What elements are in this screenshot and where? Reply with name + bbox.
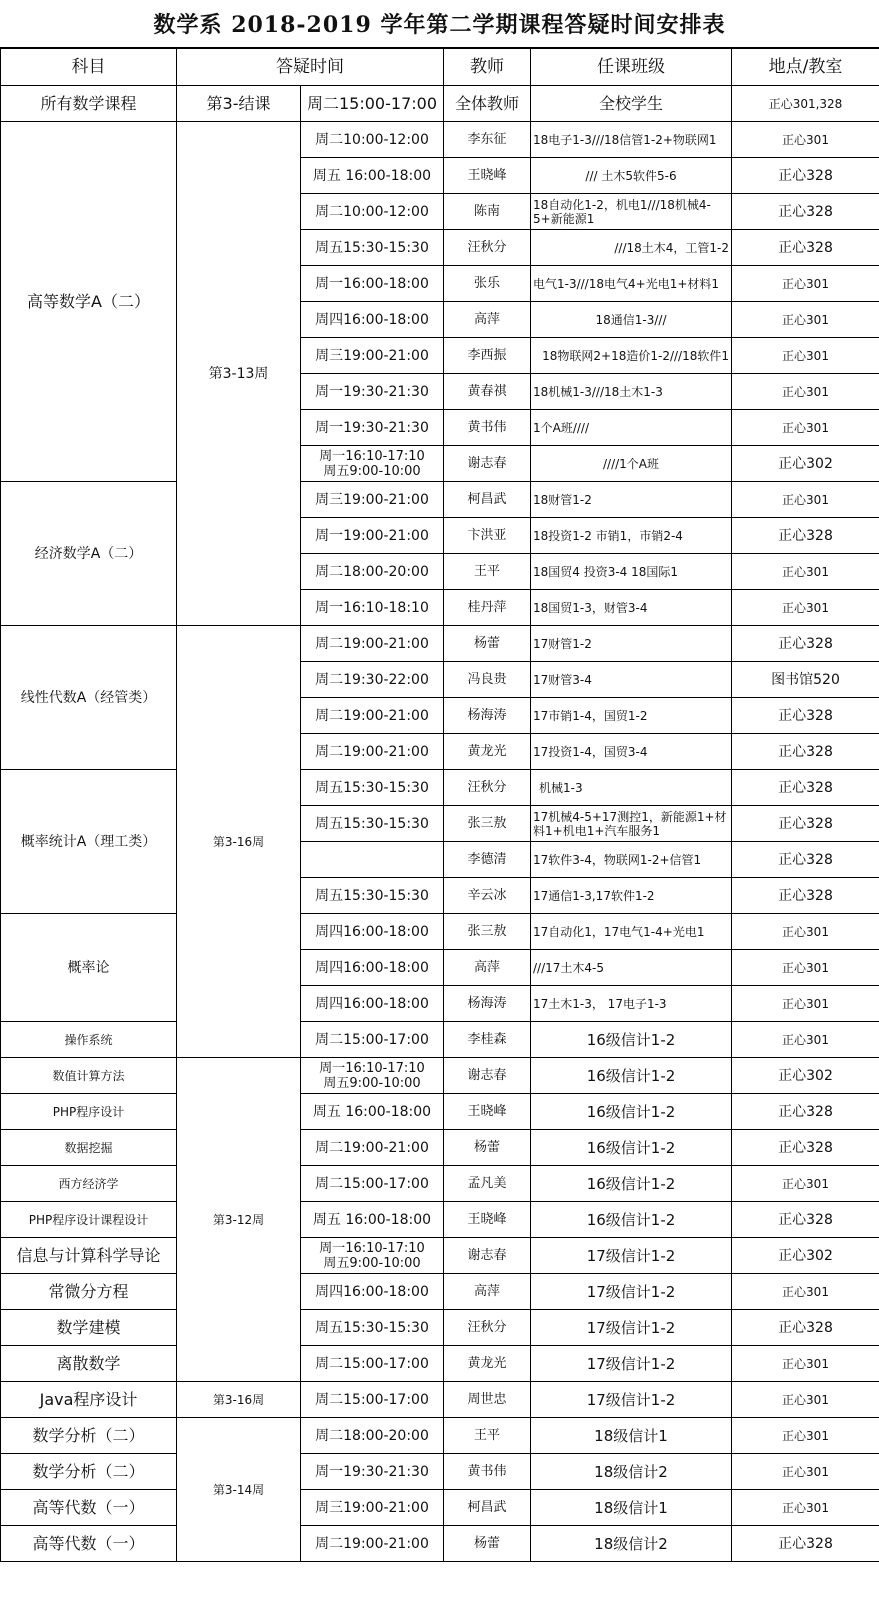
teacher-cell: 杨蕾 [444,626,531,662]
time-cell: 周四16:00-18:00 [301,1274,444,1310]
subject-cell: 常微分方程 [1,1274,177,1310]
table-row [1,1202,879,1238]
teacher-cell: 杨蕾 [444,1130,531,1166]
teacher-cell: 李桂森 [444,1022,531,1058]
schedule-table [0,48,879,1562]
weeks-cell: 第3-16周 [177,626,301,1058]
teacher-cell: 高萍 [444,1274,531,1310]
teacher-cell: 黄龙光 [444,1346,531,1382]
teacher-cell: 汪秋分 [444,770,531,806]
subject-cell: 高等代数（一） [1,1490,177,1526]
classes-cell: 17市销1-4，国贸1-2 [531,698,732,734]
subject-cell: PHP程序设计课程设计 [1,1202,177,1238]
teacher-cell: 李德清 [444,842,531,878]
room-cell: 正心301 [732,374,879,410]
teacher-cell: 黄龙光 [444,734,531,770]
classes-cell: /// 土木5软件5-6 [531,158,732,194]
table-row [1,482,879,518]
subject-cell: 线性代数A（经管类） [1,626,177,770]
room-cell: 正心328 [732,698,879,734]
teacher-cell: 柯昌武 [444,1490,531,1526]
classes-cell: 机械1-3 [531,770,732,806]
subject-cell: 概率统计A（理工类） [1,770,177,914]
classes-cell: 17土木1-3， 17电子1-3 [531,986,732,1022]
room-cell: 正心301 [732,1166,879,1202]
teacher-cell: 卞洪亚 [444,518,531,554]
time-cell: 周二15:00-17:00 [301,86,444,122]
room-cell: 正心301 [732,1022,879,1058]
time-cell: 周二10:00-12:00 [301,194,444,230]
classes-cell: 18电子1-3///18信管1-2+物联网1 [531,122,732,158]
classes-cell: 17级信计1-2 [531,1238,732,1274]
time-cell: 周三19:00-21:00 [301,338,444,374]
room-cell: 正心328 [732,518,879,554]
room-cell: 正心328 [732,734,879,770]
table-row [1,1058,879,1094]
time-cell: 周三19:00-21:00 [301,482,444,518]
table-row [1,1526,879,1562]
subject-cell: 数值计算方法 [1,1058,177,1094]
table-row [1,1130,879,1166]
teacher-cell: 全体教师 [444,86,531,122]
classes-cell: 17投资1-4，国贸3-4 [531,734,732,770]
table-row [1,770,879,806]
classes-cell: 17级信计1-2 [531,1346,732,1382]
time-cell: 周一19:00-21:00 [301,518,444,554]
classes-cell: 17级信计1-2 [531,1382,732,1418]
subject-cell: 概率论 [1,914,177,1022]
room-cell: 正心301,328 [732,86,879,122]
time-cell: 周一19:30-21:30 [301,410,444,446]
teacher-cell: 谢志春 [444,1058,531,1094]
time-cell [301,842,444,878]
room-cell: 正心328 [732,806,879,842]
subject-cell: 离散数学 [1,1346,177,1382]
classes-cell: 18投资1-2 市销1，市销2-4 [531,518,732,554]
time-cell: 周二15:00-17:00 [301,1166,444,1202]
time-cell: 周四16:00-18:00 [301,950,444,986]
header-subject: 科目 [1,49,177,86]
table-row [1,1094,879,1130]
teacher-cell: 柯昌武 [444,482,531,518]
classes-cell: 16级信计1-2 [531,1022,732,1058]
classes-cell: 电气1-3///18电气4+光电1+材料1 [531,266,732,302]
header-room: 地点/教室 [732,49,879,86]
room-cell: 正心328 [732,230,879,266]
table-row [1,1346,879,1382]
subject-cell: 高等代数（一） [1,1526,177,1562]
table-row [1,1490,879,1526]
classes-cell: 18机械1-3///18土木1-3 [531,374,732,410]
table-row [1,626,879,662]
classes-cell: 16级信计1-2 [531,1202,732,1238]
time-cell: 周四16:00-18:00 [301,914,444,950]
table-row [1,122,879,158]
teacher-cell: 李西振 [444,338,531,374]
time-cell: 周五15:30-15:30 [301,1310,444,1346]
classes-cell: 1个A班//// [531,410,732,446]
time-cell: 周五15:30-15:30 [301,806,444,842]
classes-cell: 16级信计1-2 [531,1166,732,1202]
time-cell: 周二19:00-21:00 [301,734,444,770]
teacher-cell: 冯良贵 [444,662,531,698]
time-cell: 周一16:10-17:10 周五9:00-10:00 [301,446,444,482]
room-cell: 正心301 [732,482,879,518]
time-cell: 周一16:10-17:10 周五9:00-10:00 [301,1238,444,1274]
subject-cell: 西方经济学 [1,1166,177,1202]
classes-cell: 17机械4-5+17测控1，新能源1+材料1+机电1+汽车服务1 [531,806,732,842]
classes-cell: 18级信计1 [531,1418,732,1454]
classes-cell: 18级信计1 [531,1490,732,1526]
room-cell: 正心301 [732,1346,879,1382]
subject-cell: 所有数学课程 [1,86,177,122]
room-cell: 正心328 [732,1094,879,1130]
weeks-cell: 第3-16周 [177,1382,301,1418]
subject-cell: 数学分析（二） [1,1454,177,1490]
room-cell: 正心328 [732,194,879,230]
classes-cell: 全校学生 [531,86,732,122]
time-cell: 周五15:30-15:30 [301,878,444,914]
room-cell: 正心301 [732,1418,879,1454]
header-classes: 任课班级 [531,49,732,86]
teacher-cell: 张三敖 [444,806,531,842]
time-cell: 周五15:30-15:30 [301,230,444,266]
teacher-cell: 王平 [444,1418,531,1454]
room-cell: 正心301 [732,986,879,1022]
time-cell: 周二19:30-22:00 [301,662,444,698]
weeks-cell: 第3-结课 [177,86,301,122]
time-cell: 周三19:00-21:00 [301,1490,444,1526]
table-row [1,1418,879,1454]
time-cell: 周一16:10-17:10 周五9:00-10:00 [301,1058,444,1094]
room-cell: 正心301 [732,554,879,590]
weeks-cell: 第3-13周 [177,122,301,626]
time-cell: 周四16:00-18:00 [301,986,444,1022]
room-cell: 正心301 [732,122,879,158]
teacher-cell: 黄书伟 [444,1454,531,1490]
classes-cell: 17级信计1-2 [531,1274,732,1310]
classes-cell: 18国贸4 投资3-4 18国际1 [531,554,732,590]
classes-cell: 16级信计1-2 [531,1130,732,1166]
teacher-cell: 李东征 [444,122,531,158]
room-cell: 正心301 [732,1454,879,1490]
room-cell: 正心328 [732,626,879,662]
classes-cell: 16级信计1-2 [531,1094,732,1130]
header-time: 答疑时间 [177,49,444,86]
header-teacher: 教师 [444,49,531,86]
teacher-cell: 汪秋分 [444,1310,531,1346]
table-row [1,1382,879,1418]
classes-cell: 18国贸1-3，财管3-4 [531,590,732,626]
weeks-cell: 第3-12周 [177,1058,301,1382]
time-cell: 周一19:30-21:30 [301,374,444,410]
classes-cell: 17软件3-4，物联网1-2+信管1 [531,842,732,878]
subject-cell: 数学建模 [1,1310,177,1346]
page-title: 数学系 2018-2019 学年第二学期课程答疑时间安排表 [0,0,879,48]
teacher-cell: 孟凡美 [444,1166,531,1202]
teacher-cell: 汪秋分 [444,230,531,266]
classes-cell: 18财管1-2 [531,482,732,518]
room-cell: 正心302 [732,446,879,482]
teacher-cell: 杨海涛 [444,698,531,734]
classes-cell: 17级信计1-2 [531,1310,732,1346]
time-cell: 周二15:00-17:00 [301,1022,444,1058]
subject-cell: 数学分析（二） [1,1418,177,1454]
time-cell: 周五 16:00-18:00 [301,1094,444,1130]
teacher-cell: 黄书伟 [444,410,531,446]
teacher-cell: 王晓峰 [444,1202,531,1238]
time-cell: 周二15:00-17:00 [301,1346,444,1382]
time-cell: 周二19:00-21:00 [301,1526,444,1562]
time-cell: 周二18:00-20:00 [301,554,444,590]
room-cell: 正心301 [732,1274,879,1310]
teacher-cell: 高萍 [444,950,531,986]
classes-cell: 16级信计1-2 [531,1058,732,1094]
time-cell: 周一19:30-21:30 [301,1454,444,1490]
room-cell: 正心302 [732,1058,879,1094]
classes-cell: 17通信1-3,17软件1-2 [531,878,732,914]
subject-cell: Java程序设计 [1,1382,177,1418]
table-row [1,1454,879,1490]
classes-cell: 18级信计2 [531,1454,732,1490]
room-cell: 正心301 [732,1382,879,1418]
teacher-cell: 张乐 [444,266,531,302]
teacher-cell: 黄春祺 [444,374,531,410]
time-cell: 周二19:00-21:00 [301,626,444,662]
subject-cell: 数据挖掘 [1,1130,177,1166]
teacher-cell: 陈南 [444,194,531,230]
table-row [1,1238,879,1274]
room-cell: 图书馆520 [732,662,879,698]
classes-cell: 17自动化1，17电气1-4+光电1 [531,914,732,950]
room-cell: 正心302 [732,1238,879,1274]
room-cell: 正心301 [732,266,879,302]
teacher-cell: 王平 [444,554,531,590]
classes-cell: ///18土木4，工管1-2 [531,230,732,266]
teacher-cell: 王晓峰 [444,1094,531,1130]
subject-cell: 高等数学A（二） [1,122,177,482]
classes-cell: ///17土木4-5 [531,950,732,986]
weeks-cell: 第3-14周 [177,1418,301,1562]
teacher-cell: 谢志春 [444,1238,531,1274]
teacher-cell: 杨海涛 [444,986,531,1022]
table-row [1,914,879,950]
room-cell: 正心328 [732,1202,879,1238]
time-cell: 周五15:30-15:30 [301,770,444,806]
time-cell: 周五 16:00-18:00 [301,1202,444,1238]
time-cell: 周二19:00-21:00 [301,698,444,734]
time-cell: 周二18:00-20:00 [301,1418,444,1454]
time-cell: 周二10:00-12:00 [301,122,444,158]
time-cell: 周一16:00-18:00 [301,266,444,302]
time-cell: 周四16:00-18:00 [301,302,444,338]
room-cell: 正心328 [732,1130,879,1166]
room-cell: 正心328 [732,1310,879,1346]
table-row [1,1274,879,1310]
subject-cell: 信息与计算科学导论 [1,1238,177,1274]
table-row [1,1022,879,1058]
room-cell: 正心301 [732,1490,879,1526]
time-cell: 周二19:00-21:00 [301,1130,444,1166]
time-cell: 周一16:10-18:10 [301,590,444,626]
subject-cell: 操作系统 [1,1022,177,1058]
table-row [1,86,879,122]
room-cell: 正心301 [732,950,879,986]
classes-cell: 18通信1-3/// [531,302,732,338]
teacher-cell: 杨蕾 [444,1526,531,1562]
classes-cell: 17财管3-4 [531,662,732,698]
time-cell: 周二15:00-17:00 [301,1382,444,1418]
room-cell: 正心301 [732,410,879,446]
classes-cell: 18级信计2 [531,1526,732,1562]
room-cell: 正心301 [732,302,879,338]
classes-cell: 17财管1-2 [531,626,732,662]
classes-cell: 18物联网2+18造价1-2///18软件1 [531,338,732,374]
teacher-cell: 王晓峰 [444,158,531,194]
subject-cell: 经济数学A（二） [1,482,177,626]
teacher-cell: 辛云冰 [444,878,531,914]
room-cell: 正心328 [732,842,879,878]
header-row [1,49,879,86]
teacher-cell: 周世忠 [444,1382,531,1418]
teacher-cell: 桂丹萍 [444,590,531,626]
room-cell: 正心301 [732,590,879,626]
table-row [1,1310,879,1346]
teacher-cell: 高萍 [444,302,531,338]
classes-cell: 18自动化1-2，机电1///18机械4-5+新能源1 [531,194,732,230]
room-cell: 正心301 [732,338,879,374]
teacher-cell: 张三敖 [444,914,531,950]
room-cell: 正心328 [732,878,879,914]
classes-cell: ////1个A班 [531,446,732,482]
time-cell: 周五 16:00-18:00 [301,158,444,194]
subject-cell: PHP程序设计 [1,1094,177,1130]
room-cell: 正心328 [732,158,879,194]
room-cell: 正心328 [732,770,879,806]
table-row [1,1166,879,1202]
teacher-cell: 谢志春 [444,446,531,482]
room-cell: 正心328 [732,1526,879,1562]
room-cell: 正心301 [732,914,879,950]
